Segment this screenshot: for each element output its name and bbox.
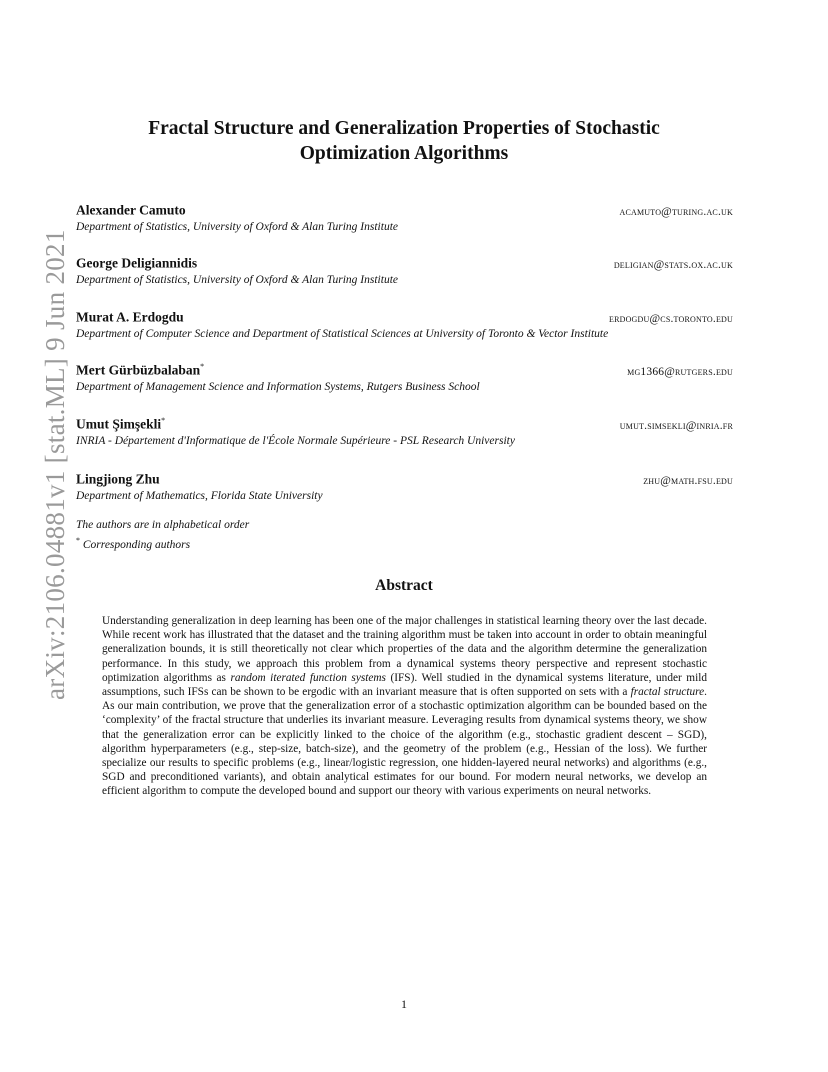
- author-affiliation: Department of Management Science and Information Systems, Rutgers Business School: [76, 380, 480, 393]
- author-block-1: [76, 202, 733, 233]
- author-block-6: [76, 471, 733, 502]
- paper-title: [76, 116, 732, 166]
- author-name: Lingjiong Zhu: [76, 471, 160, 487]
- corresponding-authors-note: * Corresponding authors: [76, 536, 191, 551]
- author-block-3: [76, 309, 733, 340]
- paper-title-line-2: Optimization Algorithms: [299, 143, 509, 164]
- author-name: George Deligiannidis: [76, 255, 198, 271]
- paper-title-line-1: Fractal Structure and Generalization Properties of Stochastic: [148, 118, 660, 139]
- abstract-heading: Abstract: [375, 577, 433, 594]
- author-affiliation: Department of Statistics, University of Oxford & Alan Turing Institute: [76, 220, 398, 233]
- author-name: Mert Gürbüzbalaban*: [76, 362, 205, 378]
- author-email: mg1366@rutgers.edu: [627, 365, 733, 378]
- page-number: 1: [401, 997, 407, 1011]
- author-name: Murat A. Erdogdu: [76, 309, 184, 325]
- author-email: acamuto@turing.ac.uk: [619, 205, 733, 218]
- author-affiliation: Department of Computer Science and Department of Statistical Sciences at University of Toronto & Vector Institute: [76, 327, 609, 340]
- author-block-5: [76, 416, 733, 447]
- author-email: zhu@math.fsu.edu: [643, 474, 733, 487]
- author-affiliation: Department of Mathematics, Florida State University: [76, 489, 323, 502]
- alphabetical-order-note: The authors are in alphabetical order: [76, 519, 250, 531]
- author-block-2: [76, 255, 733, 286]
- author-name: Umut Şimşekli*: [76, 416, 166, 432]
- abstract-body: Understanding generalization in deep learning has been one of the major challenges in statistical learning theory over the last decade. While recent work has illustrated that the dataset and the training algorithm must be taken into account in order to obtain meaningful generalization bounds, it is still theoretically not clear which properties of the data and the algorithm determine the generalization performance. In this study, we approach this problem from a dynamical systems theory perspective and represent stochastic optimization algorithms as random iterated function systems (IFS). Well studied in the dynamical systems literature, under mild assumptions, such IFSs can be shown to be ergodic with an invariant measure that is often supported on sets with a fractal structure. As our main contribution, we prove that the generalization error of a stochastic optimization algorithm can be bounded based on the ‘complexity’ of the fractal structure that underlies its invariant measure. Leveraging results from dynamical systems theory, we show that the generalization error can be explicitly linked to the choice of the algorithm (e.g., stochastic gradient descent – SGD), algorithm hyperparameters (e.g., step-size, batch-size), and the geometry of the problem (e.g., Hessian of the loss). We further specialize our results to specific problems (e.g., linear/logistic regression, one hidden-layered neural networks) and algorithms (e.g., SGD and preconditioned variants), and obtain analytical estimates for our bound. For modern neural networks, we develop an efficient algorithm to compute the developed bound and support our theory with various experiments on neural networks.: [102, 615, 708, 798]
- author-name: Alexander Camuto: [76, 202, 186, 218]
- author-affiliation: INRIA - Département d'Informatique de l'École Normale Supérieure - PSL Research University: [76, 434, 515, 447]
- arxiv-identifier-stamp: arXiv:2106.04881v1 [stat.ML] 9 Jun 2021: [40, 229, 70, 700]
- author-notes: [76, 517, 249, 553]
- author-affiliation: Department of Statistics, University of Oxford & Alan Turing Institute: [76, 273, 398, 286]
- author-email: erdogdu@cs.toronto.edu: [608, 312, 733, 325]
- author-email: deligian@stats.ox.ac.uk: [613, 258, 733, 271]
- author-block-4: [76, 362, 733, 393]
- author-email: umut.simsekli@inria.fr: [619, 419, 733, 432]
